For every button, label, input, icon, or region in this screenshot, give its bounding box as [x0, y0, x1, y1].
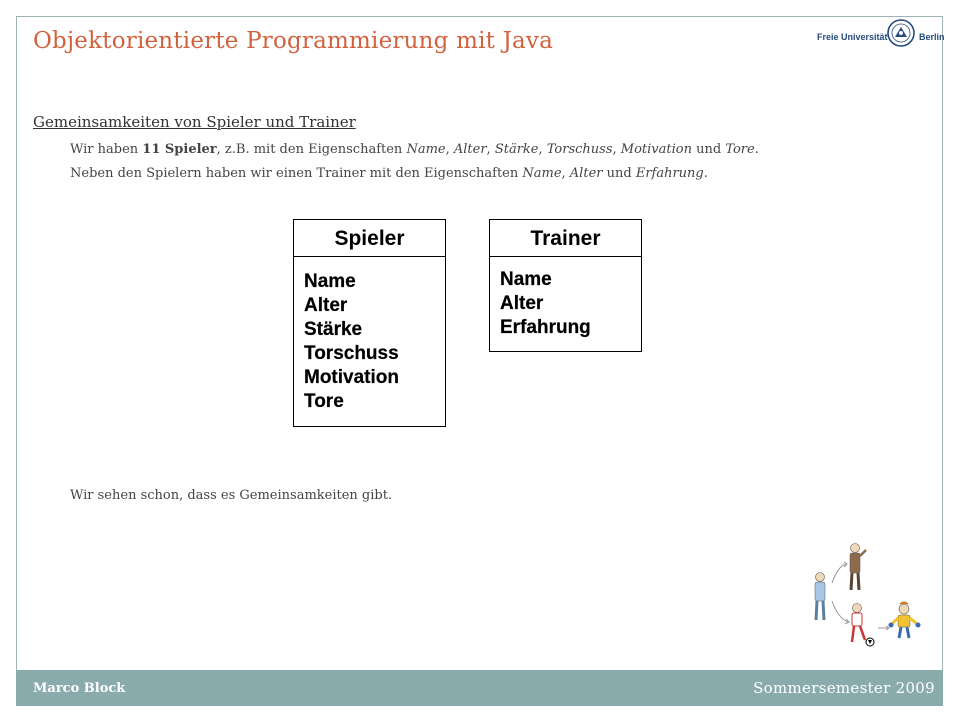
class-attribute: Torschuss	[304, 343, 399, 364]
footer-author: Marco Block	[33, 681, 126, 696]
university-logo	[817, 24, 945, 54]
footer-bar	[16, 670, 943, 706]
class-name: Trainer	[490, 220, 641, 257]
logo-text-left: Freie Universität	[817, 32, 888, 42]
class-box-spieler	[293, 219, 446, 427]
class-attribute: Motivation	[304, 367, 399, 388]
text-line-trainer: Neben den Spielern haben wir einen Trainer mit den Eigenschaften Name, Alter und Erfahrung.	[70, 166, 708, 181]
class-attribute: Stärke	[304, 319, 363, 340]
class-attribute: Tore	[304, 391, 344, 412]
text-line-players: Wir haben 11 Spieler, z.B. mit den Eigenschaften Name, Alter, Stärke, Torschuss, Motivation und Tore.	[70, 142, 759, 157]
class-attribute: Name	[304, 271, 356, 292]
class-box-trainer	[489, 219, 642, 352]
slide-title: Objektorientierte Programmierung mit Java	[33, 28, 554, 54]
section-heading: Gemeinsamkeiten von Spieler und Trainer	[33, 113, 356, 131]
class-attribute: Erfahrung	[500, 317, 591, 338]
university-seal-icon	[886, 18, 916, 48]
class-attribute: Name	[500, 269, 552, 290]
text-line-conclusion: Wir sehen schon, dass es Gemeinsamkeiten gibt.	[70, 488, 393, 503]
class-attributes	[294, 257, 445, 414]
class-attribute: Alter	[304, 295, 348, 316]
logo-text-right: Berlin	[919, 32, 945, 42]
class-name: Spieler	[294, 220, 445, 257]
class-attribute: Alter	[500, 293, 544, 314]
football-figures-illustration-icon	[808, 538, 928, 650]
footer-semester: Sommersemester 2009	[753, 679, 935, 697]
class-attributes	[490, 257, 641, 340]
